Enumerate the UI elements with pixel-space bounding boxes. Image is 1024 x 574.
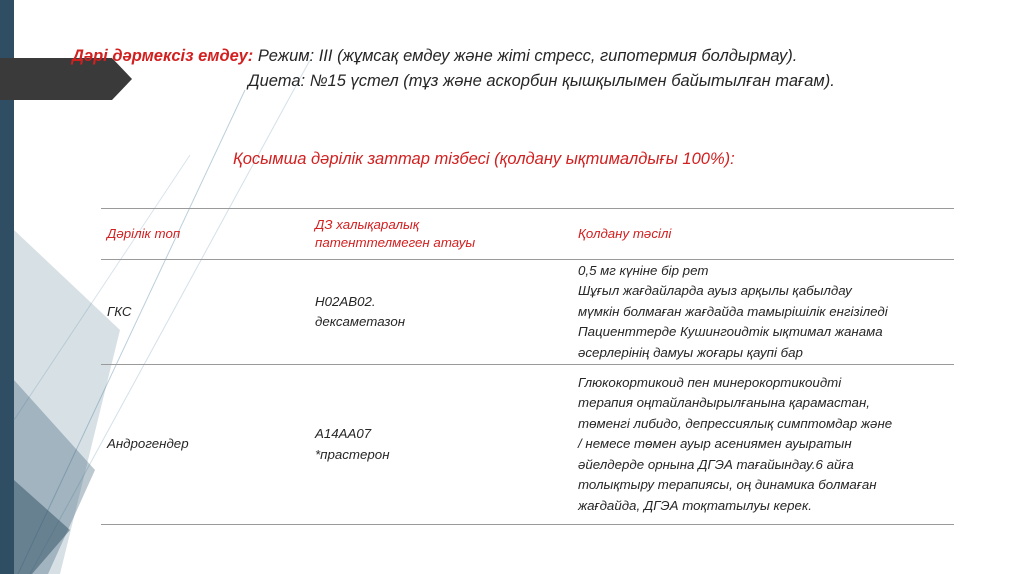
- cell-usage-line: 0,5 мг күніне бір рет: [578, 262, 709, 278]
- cell-inn-line: A14AA07: [315, 426, 372, 441]
- cell-inn-line: H02AB02.: [315, 293, 376, 309]
- cell-group: ГКС: [101, 260, 309, 365]
- cell-inn: [309, 260, 570, 365]
- drug-table: [101, 208, 954, 525]
- cell-group: Андрогендер: [101, 365, 309, 525]
- cell-usage-line: терапия оңтайландырылғанына қарамастан,: [578, 395, 870, 411]
- cell-inn-line: *прастерон: [315, 446, 390, 462]
- cell-usage-line: төменгі либидо, депрессиялық симптомдар және: [578, 415, 893, 431]
- cell-usage-line: әсерлерінің дамуы жоғары қаупі бар: [578, 344, 803, 360]
- cell-usage-line: әйелдерде орнына ДГЭА тағайындау.6 айға: [578, 456, 854, 472]
- header-drug-group: Дәрілік топ: [101, 209, 309, 260]
- header-regime: Режим: III (жұмсақ емдеу және жіті стресс, гипотермия болдырмау).: [257, 47, 798, 65]
- cell-usage-line: толықтыру терапиясы, оң динамика болмаған: [578, 477, 877, 493]
- header-inn-line: ДЗ халықаралық: [315, 217, 420, 232]
- cell-inn-line: дексаметазон: [315, 314, 406, 329]
- header-diet: Диета: №15 үстел (тұз және аскорбин қышқылымен байытылған тағам).: [248, 72, 835, 90]
- cell-inn: [309, 365, 570, 525]
- cell-usage-line: Шұғыл жағдайларда ауыз арқылы қабылдау: [578, 283, 852, 299]
- table-header-row: [101, 209, 954, 260]
- subtitle: Қосымша дәрілік заттар тізбесі (қолдану ықтималдығы 100%):: [233, 150, 735, 168]
- cell-usage: [570, 365, 954, 525]
- cell-usage-line: Пациенттерде Кушингоидтік ықтимал жанама: [578, 324, 883, 340]
- header-inn: [309, 209, 570, 260]
- header-usage: Қолдану тәсілі: [570, 209, 954, 260]
- cell-usage-line: / немесе төмен ауыр асениямен ауыратын: [578, 436, 852, 452]
- header-label: Дәрі дәрмексіз емдеу:: [72, 47, 254, 65]
- table-row: [101, 260, 954, 365]
- cell-usage-line: Глюкокортикоид пен минерокортикоидті: [578, 374, 842, 390]
- header-inn-line: патенттелмеген атауы: [315, 235, 476, 250]
- cell-usage: [570, 260, 954, 365]
- table-row: [101, 365, 954, 525]
- header-regime-line: [72, 47, 797, 66]
- cell-usage-line: жағдайда, ДГЭА тоқтатылуы керек.: [578, 497, 812, 513]
- cell-usage-line: мүмкін болмаған жағдайда тамырішілік енгізіледі: [578, 303, 888, 319]
